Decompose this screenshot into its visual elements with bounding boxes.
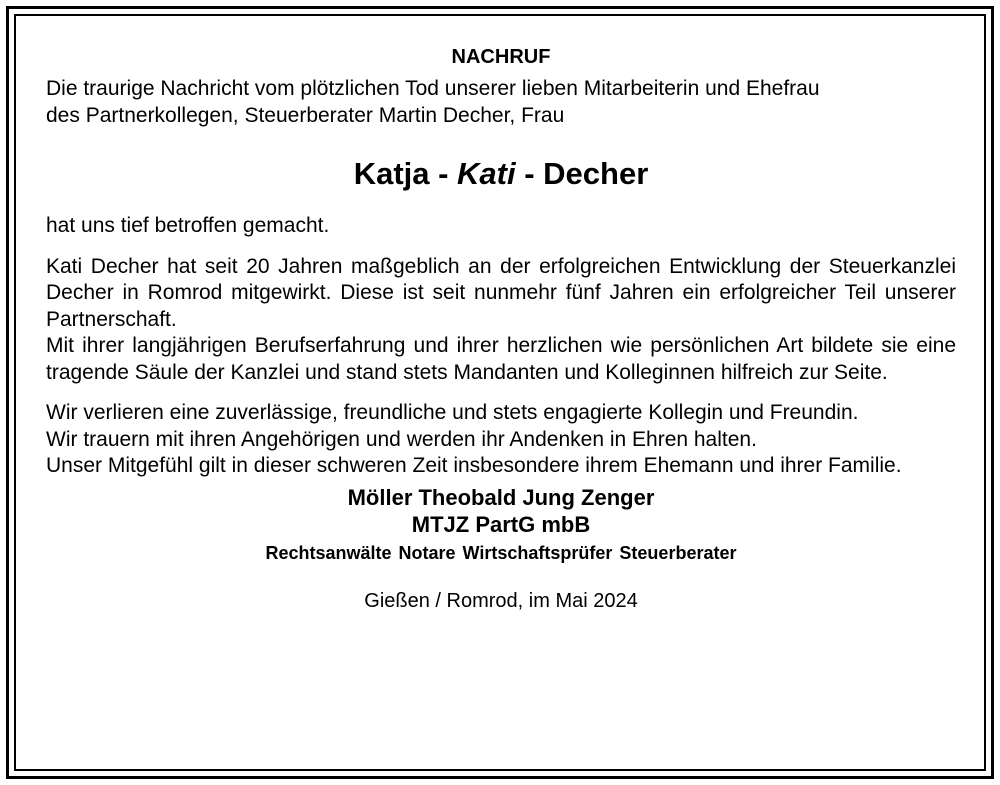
notice-heading: NACHRUF <box>451 46 551 68</box>
name-nickname: Kati <box>457 156 516 191</box>
intro-line-1: Die traurige Nachricht vom plötzlichen Tod unserer lieben Mitarbeiterin und Ehefrau <box>46 77 820 100</box>
firm-short-name: MTJZ PartG mbB <box>411 511 591 537</box>
affected-line: hat uns tief betroffen gemacht. <box>46 214 330 237</box>
obituary-notice <box>46 44 956 614</box>
name-first: Katja - <box>353 156 458 191</box>
firm-name: Möller Theobald Jung Zenger <box>347 484 655 510</box>
paragraph-career: Kati Decher hat seit 20 Jahren maßgeblich an der erfolgreichen Entwicklung der Steuerkanzlei Decher in Romrod mitgewirkt. Diese ist seit nunmehr fünf Jahren ein erfolgreicher Teil unserer Partnerschaft. <box>46 254 956 331</box>
deceased-name <box>46 155 956 193</box>
name-last: - Decher <box>515 156 649 191</box>
firm-professions: Rechtsanwälte Notare Wirtschaftsprüfer Steuerberater <box>265 542 737 563</box>
intro-line-2: des Partnerkollegen, Steuerberater Martin Decher, Frau <box>46 103 565 127</box>
place-and-date: Gießen / Romrod, im Mai 2024 <box>364 589 638 612</box>
paragraph-sympathy: Unser Mitgefühl gilt in dieser schweren Zeit insbesondere ihrem Ehemann und ihrer Familie. <box>46 454 902 477</box>
paragraph-mourning: Wir trauern mit ihren Angehörigen und werden ihr Andenken in Ehren halten. <box>46 427 757 451</box>
paragraph-character: Mit ihrer langjährigen Berufserfahrung und ihrer herzlichen wie persönlichen Art bildete sie eine tragende Säule der Kanzlei und stand stets Mandanten und Kolleginnen hilfreich zur Seite. <box>46 334 956 384</box>
paragraph-loss: Wir verlieren eine zuverlässige, freundliche und stets engagierte Kollegin und Freundin. <box>46 401 859 424</box>
